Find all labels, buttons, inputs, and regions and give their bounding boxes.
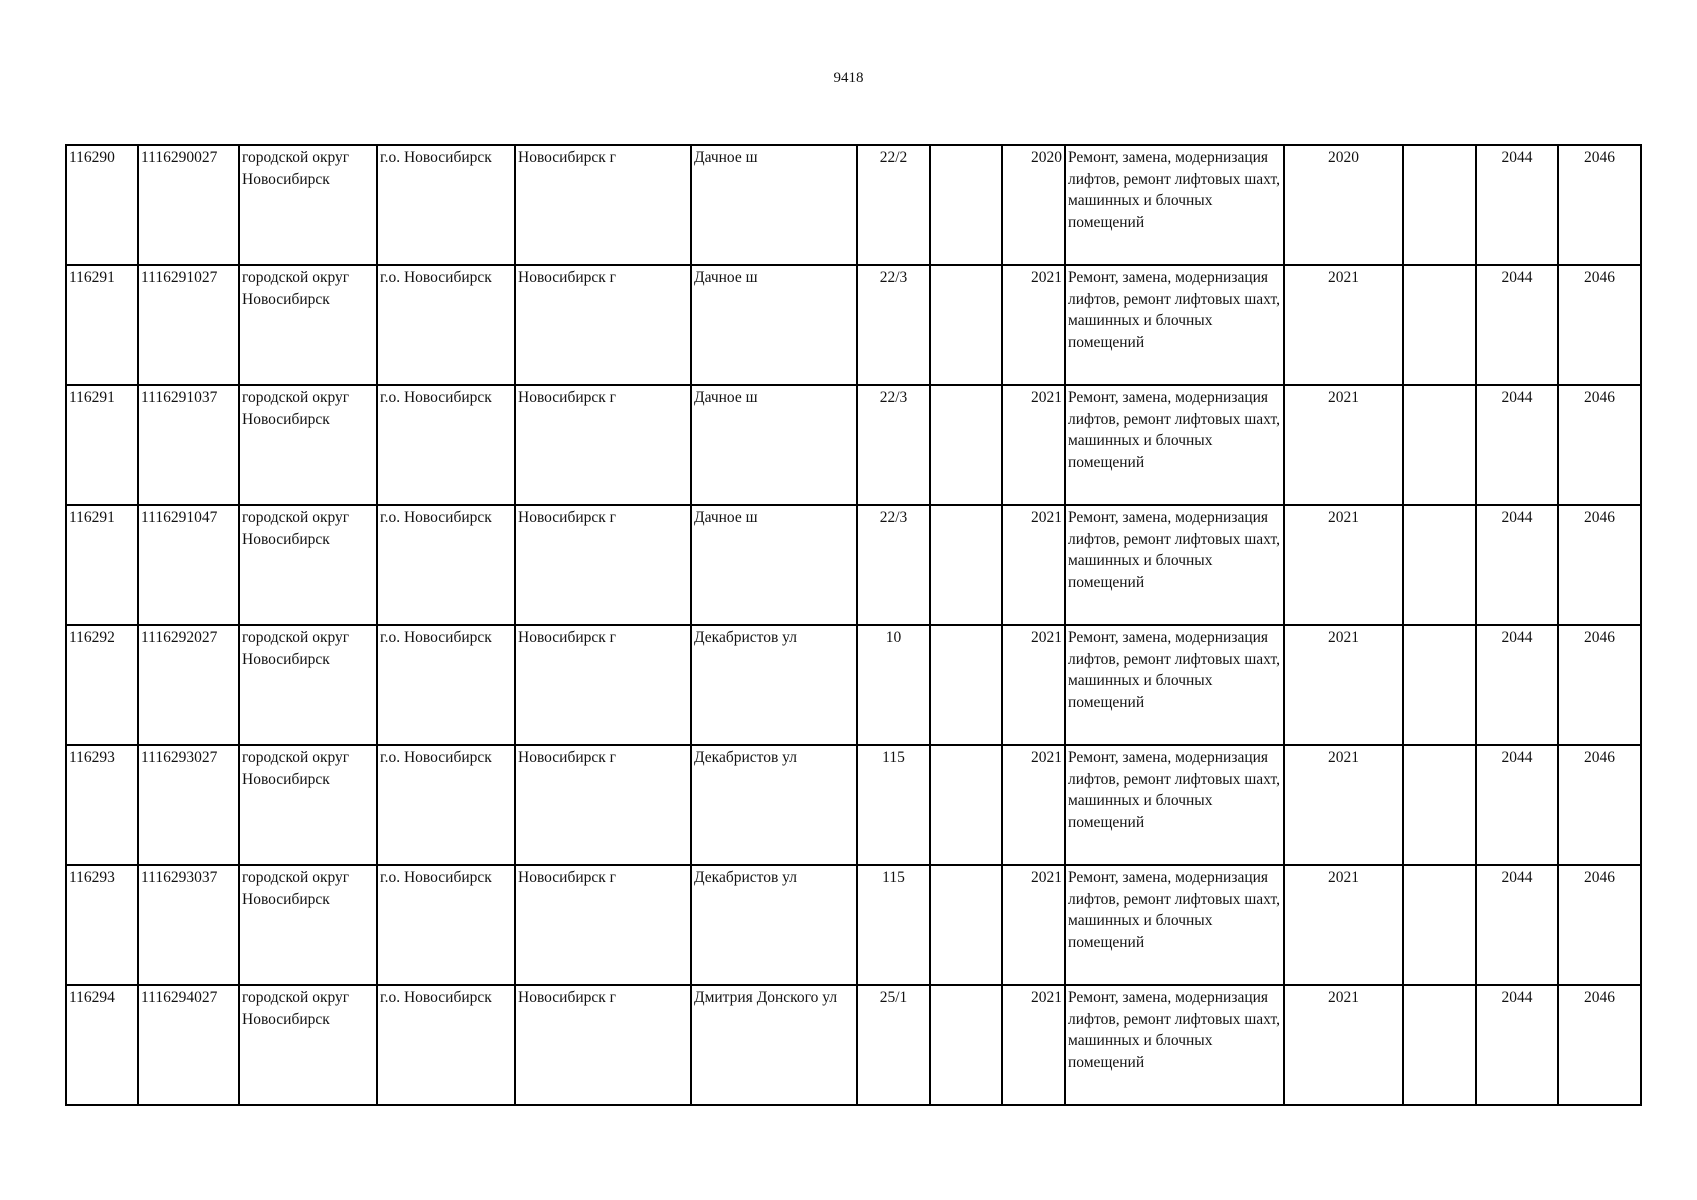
element-id-cell: 1116291027 xyxy=(138,265,239,385)
next-period-start-cell: 2044 xyxy=(1476,385,1558,505)
street-cell: Декабристов ул xyxy=(691,745,857,865)
registry-table xyxy=(65,144,1642,1106)
planned-year-cell: 2021 xyxy=(1284,265,1403,385)
work-type-cell: Ремонт, замена, модернизация лифтов, ремонт лифтовых шахт, машинных и блочных помещений xyxy=(1065,625,1284,745)
next-period-end-cell: 2046 xyxy=(1558,505,1641,625)
empty-cell-2 xyxy=(1403,265,1476,385)
work-type-cell: Ремонт, замена, модернизация лифтов, ремонт лифтовых шахт, машинных и блочных помещений xyxy=(1065,145,1284,265)
next-period-start-cell: 2044 xyxy=(1476,985,1558,1105)
settlement-cell: Новосибирск г xyxy=(515,145,691,265)
table-row xyxy=(66,625,1641,745)
empty-cell-2 xyxy=(1403,985,1476,1105)
next-period-end-cell: 2046 xyxy=(1558,985,1641,1105)
year-cell: 2021 xyxy=(1002,745,1065,865)
municipality-cell: городской округ Новосибирск xyxy=(239,265,377,385)
empty-cell-2 xyxy=(1403,625,1476,745)
planned-year-cell: 2021 xyxy=(1284,385,1403,505)
element-id-cell: 1116290027 xyxy=(138,145,239,265)
empty-cell-1 xyxy=(930,745,1002,865)
empty-cell-1 xyxy=(930,505,1002,625)
district-cell: г.о. Новосибирск xyxy=(377,865,515,985)
empty-cell-2 xyxy=(1403,385,1476,505)
municipality-cell: городской округ Новосибирск xyxy=(239,745,377,865)
settlement-cell: Новосибирск г xyxy=(515,505,691,625)
work-type-cell: Ремонт, замена, модернизация лифтов, ремонт лифтовых шахт, машинных и блочных помещений xyxy=(1065,265,1284,385)
object-code-cell: 116291 xyxy=(66,385,138,505)
next-period-end-cell: 2046 xyxy=(1558,745,1641,865)
year-cell: 2021 xyxy=(1002,625,1065,745)
table-row xyxy=(66,985,1641,1105)
table-row xyxy=(66,265,1641,385)
house-number-cell: 115 xyxy=(857,865,930,985)
object-code-cell: 116293 xyxy=(66,745,138,865)
planned-year-cell: 2021 xyxy=(1284,505,1403,625)
district-cell: г.о. Новосибирск xyxy=(377,265,515,385)
next-period-end-cell: 2046 xyxy=(1558,265,1641,385)
house-number-cell: 25/1 xyxy=(857,985,930,1105)
table-row xyxy=(66,385,1641,505)
element-id-cell: 1116294027 xyxy=(138,985,239,1105)
settlement-cell: Новосибирск г xyxy=(515,745,691,865)
empty-cell-2 xyxy=(1403,865,1476,985)
house-number-cell: 22/3 xyxy=(857,265,930,385)
empty-cell-1 xyxy=(930,625,1002,745)
district-cell: г.о. Новосибирск xyxy=(377,505,515,625)
table-row xyxy=(66,745,1641,865)
empty-cell-1 xyxy=(930,265,1002,385)
street-cell: Дачное ш xyxy=(691,385,857,505)
next-period-end-cell: 2046 xyxy=(1558,865,1641,985)
district-cell: г.о. Новосибирск xyxy=(377,985,515,1105)
element-id-cell: 1116293037 xyxy=(138,865,239,985)
planned-year-cell: 2021 xyxy=(1284,985,1403,1105)
next-period-start-cell: 2044 xyxy=(1476,625,1558,745)
next-period-start-cell: 2044 xyxy=(1476,865,1558,985)
next-period-start-cell: 2044 xyxy=(1476,265,1558,385)
settlement-cell: Новосибирск г xyxy=(515,985,691,1105)
object-code-cell: 116290 xyxy=(66,145,138,265)
object-code-cell: 116292 xyxy=(66,625,138,745)
municipality-cell: городской округ Новосибирск xyxy=(239,505,377,625)
registry-table-body xyxy=(66,145,1641,1105)
work-type-cell: Ремонт, замена, модернизация лифтов, ремонт лифтовых шахт, машинных и блочных помещений xyxy=(1065,745,1284,865)
street-cell: Декабристов ул xyxy=(691,625,857,745)
element-id-cell: 1116292027 xyxy=(138,625,239,745)
house-number-cell: 22/3 xyxy=(857,505,930,625)
empty-cell-2 xyxy=(1403,505,1476,625)
house-number-cell: 22/2 xyxy=(857,145,930,265)
house-number-cell: 22/3 xyxy=(857,385,930,505)
element-id-cell: 1116293027 xyxy=(138,745,239,865)
empty-cell-1 xyxy=(930,385,1002,505)
year-cell: 2021 xyxy=(1002,865,1065,985)
table-row xyxy=(66,865,1641,985)
district-cell: г.о. Новосибирск xyxy=(377,745,515,865)
empty-cell-2 xyxy=(1403,745,1476,865)
settlement-cell: Новосибирск г xyxy=(515,625,691,745)
municipality-cell: городской округ Новосибирск xyxy=(239,625,377,745)
table-row xyxy=(66,505,1641,625)
year-cell: 2021 xyxy=(1002,385,1065,505)
year-cell: 2021 xyxy=(1002,985,1065,1105)
house-number-cell: 10 xyxy=(857,625,930,745)
planned-year-cell: 2021 xyxy=(1284,745,1403,865)
district-cell: г.о. Новосибирск xyxy=(377,625,515,745)
settlement-cell: Новосибирск г xyxy=(515,865,691,985)
element-id-cell: 1116291047 xyxy=(138,505,239,625)
table-row xyxy=(66,145,1641,265)
street-cell: Дачное ш xyxy=(691,505,857,625)
planned-year-cell: 2021 xyxy=(1284,865,1403,985)
municipality-cell: городской округ Новосибирск xyxy=(239,145,377,265)
year-cell: 2020 xyxy=(1002,145,1065,265)
municipality-cell: городской округ Новосибирск xyxy=(239,985,377,1105)
work-type-cell: Ремонт, замена, модернизация лифтов, ремонт лифтовых шахт, машинных и блочных помещений xyxy=(1065,985,1284,1105)
next-period-end-cell: 2046 xyxy=(1558,145,1641,265)
empty-cell-1 xyxy=(930,145,1002,265)
municipality-cell: городской округ Новосибирск xyxy=(239,385,377,505)
street-cell: Декабристов ул xyxy=(691,865,857,985)
street-cell: Дачное ш xyxy=(691,145,857,265)
street-cell: Дачное ш xyxy=(691,265,857,385)
page-number: 9418 xyxy=(833,70,864,86)
next-period-end-cell: 2046 xyxy=(1558,625,1641,745)
next-period-start-cell: 2044 xyxy=(1476,745,1558,865)
next-period-end-cell: 2046 xyxy=(1558,385,1641,505)
next-period-start-cell: 2044 xyxy=(1476,505,1558,625)
element-id-cell: 1116291037 xyxy=(138,385,239,505)
empty-cell-1 xyxy=(930,865,1002,985)
next-period-start-cell: 2044 xyxy=(1476,145,1558,265)
municipality-cell: городской округ Новосибирск xyxy=(239,865,377,985)
object-code-cell: 116293 xyxy=(66,865,138,985)
district-cell: г.о. Новосибирск xyxy=(377,385,515,505)
settlement-cell: Новосибирск г xyxy=(515,385,691,505)
work-type-cell: Ремонт, замена, модернизация лифтов, ремонт лифтовых шахт, машинных и блочных помещений xyxy=(1065,385,1284,505)
object-code-cell: 116291 xyxy=(66,505,138,625)
empty-cell-1 xyxy=(930,985,1002,1105)
work-type-cell: Ремонт, замена, модернизация лифтов, ремонт лифтовых шахт, машинных и блочных помещений xyxy=(1065,865,1284,985)
empty-cell-2 xyxy=(1403,145,1476,265)
object-code-cell: 116294 xyxy=(66,985,138,1105)
object-code-cell: 116291 xyxy=(66,265,138,385)
settlement-cell: Новосибирск г xyxy=(515,265,691,385)
planned-year-cell: 2021 xyxy=(1284,625,1403,745)
street-cell: Дмитрия Донского ул xyxy=(691,985,857,1105)
house-number-cell: 115 xyxy=(857,745,930,865)
district-cell: г.о. Новосибирск xyxy=(377,145,515,265)
year-cell: 2021 xyxy=(1002,505,1065,625)
work-type-cell: Ремонт, замена, модернизация лифтов, ремонт лифтовых шахт, машинных и блочных помещений xyxy=(1065,505,1284,625)
planned-year-cell: 2020 xyxy=(1284,145,1403,265)
year-cell: 2021 xyxy=(1002,265,1065,385)
